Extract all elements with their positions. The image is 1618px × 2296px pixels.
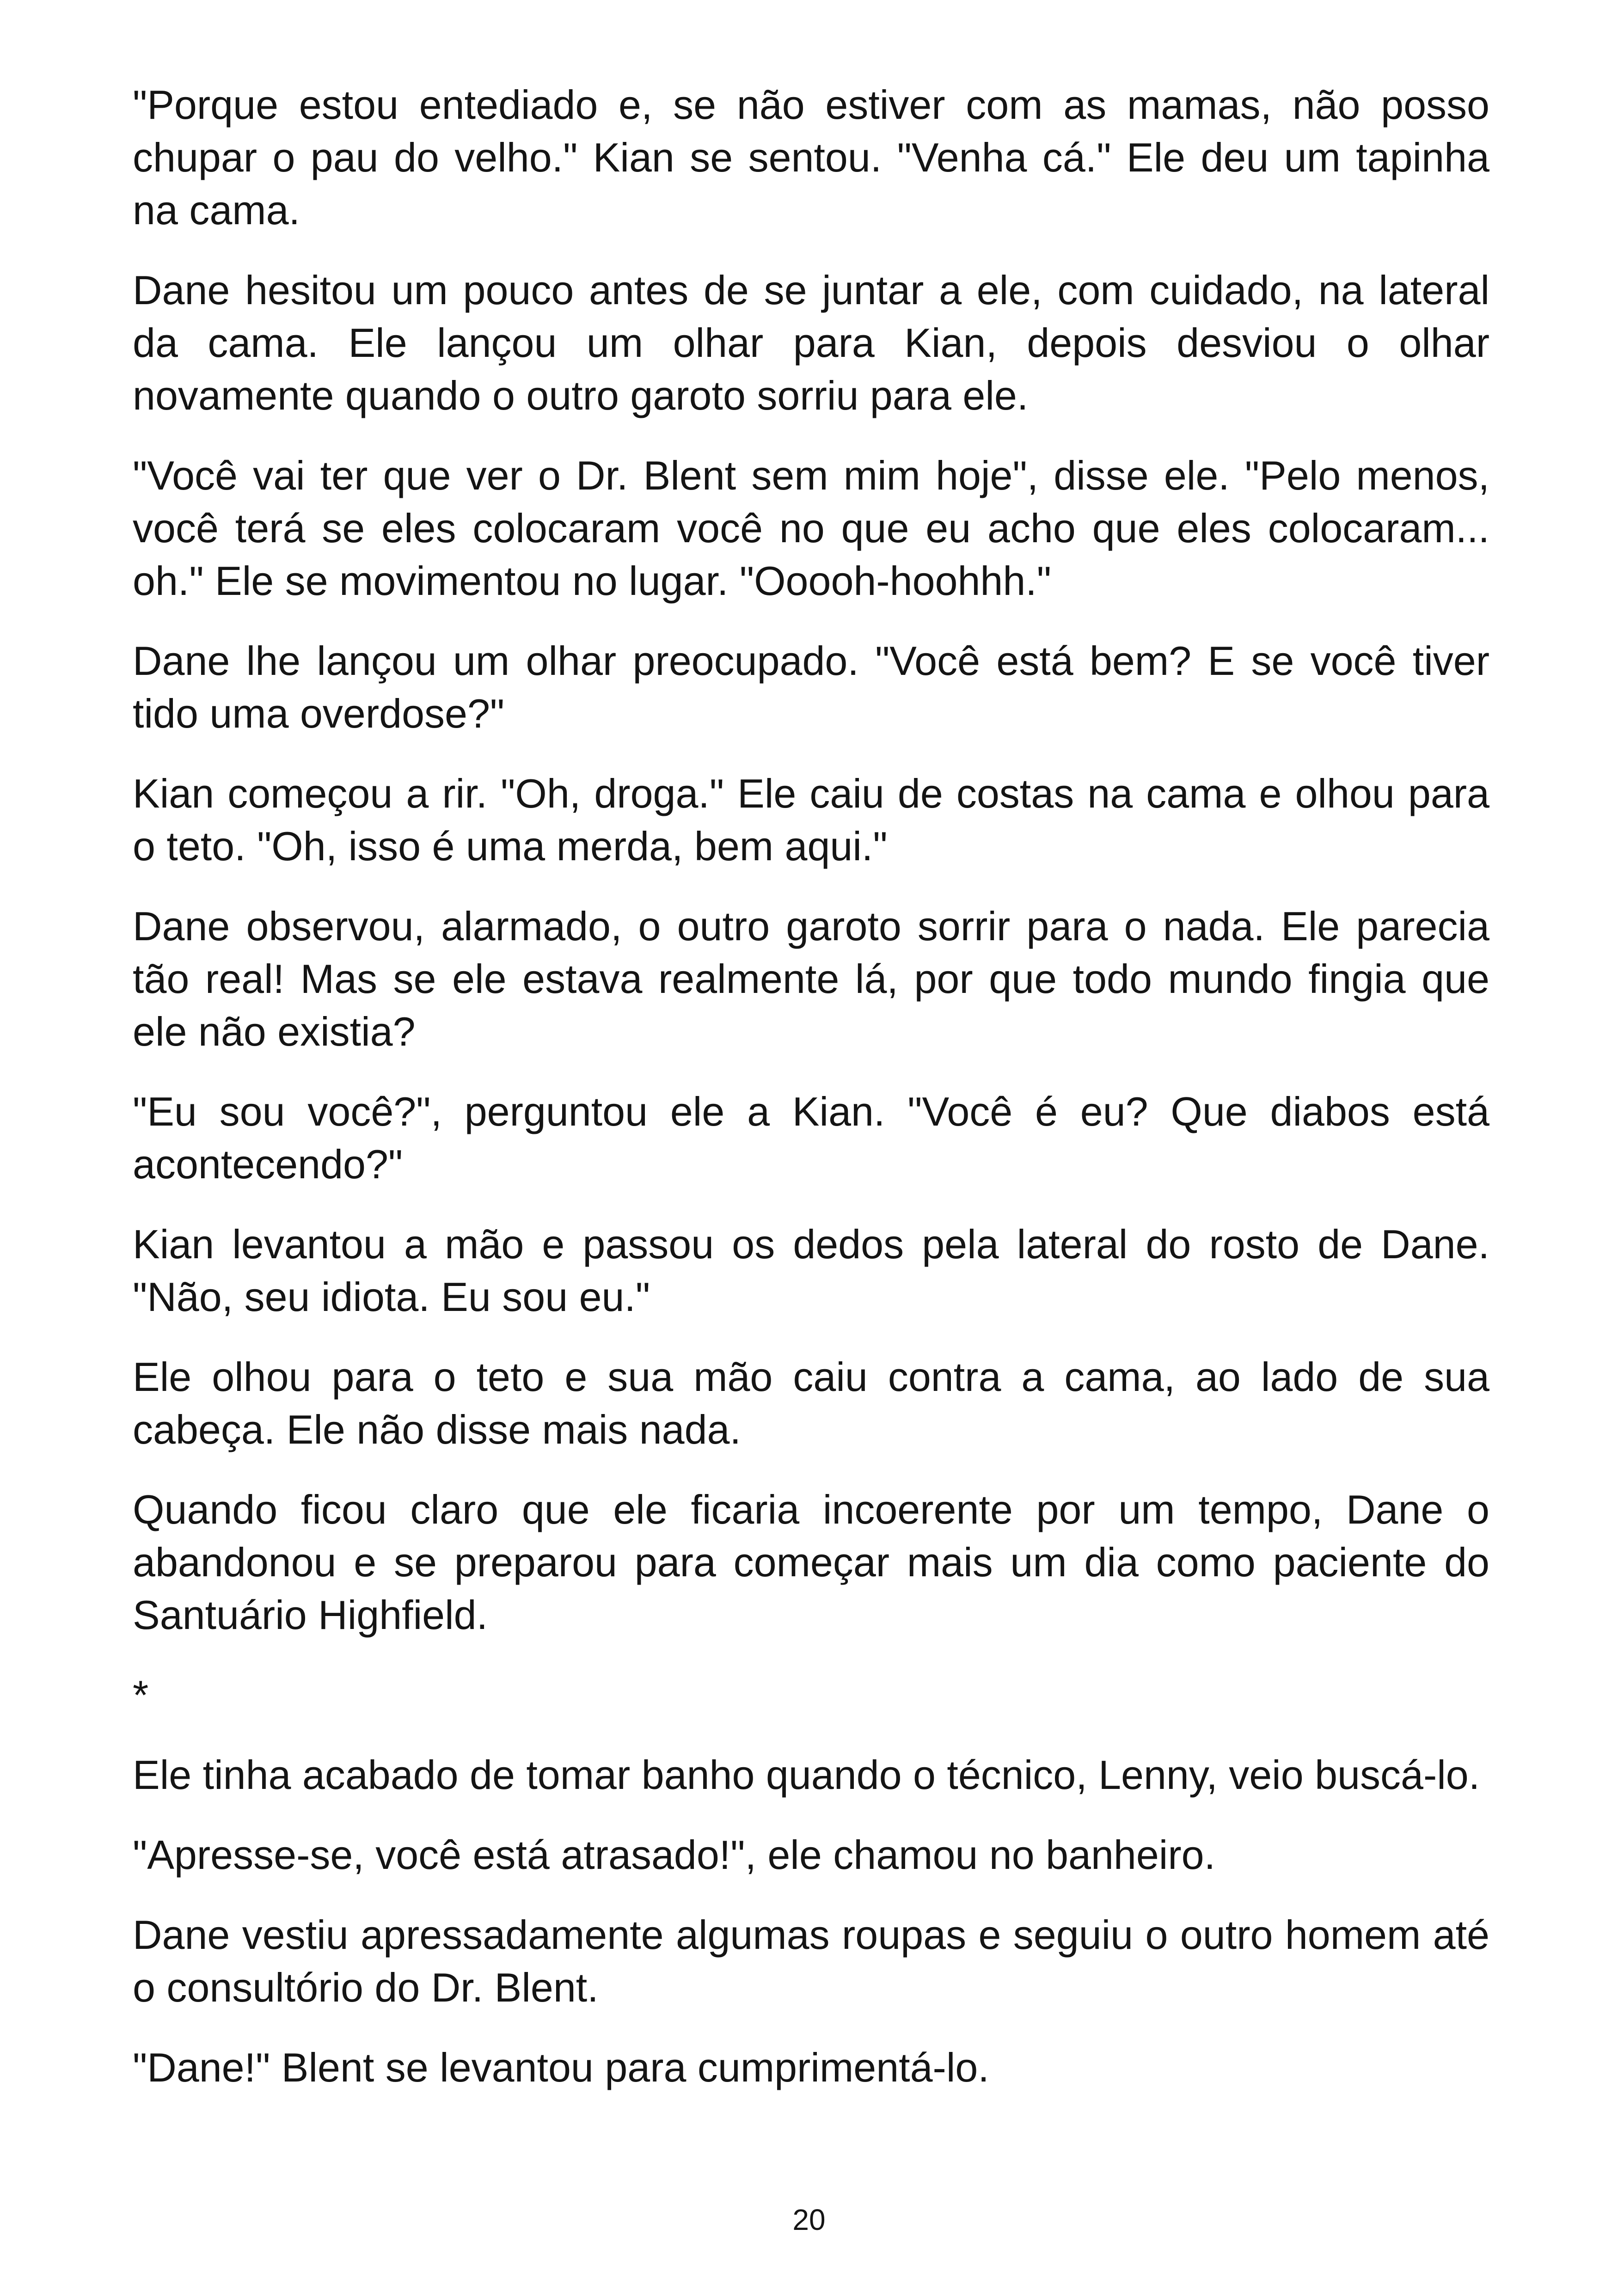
paragraph: "Apresse-se, você está atrasado!", ele chamou no banheiro. (133, 1832, 1216, 1878)
page-number: 20 (792, 2203, 826, 2236)
paragraph: Kian levantou a mão e passou os dedos pela lateral do rosto de Dane. "Não, seu idiota. Eu sou eu." (133, 1221, 1489, 1320)
paragraph: "Você vai ter que ver o Dr. Blent sem mim hoje", disse ele. "Pelo menos, você terá se eles colocaram você no que eu acho que eles colocaram... oh." Ele se movimentou no lugar. "Ooooh-hoohhh." (133, 453, 1489, 604)
paragraph: Kian começou a rir. "Oh, droga." Ele caiu de costas na cama e olhou para o teto. "Oh, isso é uma merda, bem aqui." (133, 771, 1489, 869)
paragraph: Dane observou, alarmado, o outro garoto sorrir para o nada. Ele parecia tão real! Mas se ele estava realmente lá, por que todo mundo fingia que ele não existia? (133, 903, 1489, 1054)
paragraph: "Porque estou entediado e, se não estiver com as mamas, não posso chupar o pau do velho." Kian se sentou. "Venha cá." Ele deu um tapinha na cama. (133, 82, 1489, 233)
paragraph: "Dane!" Blent se levantou para cumprimentá-lo. (133, 2045, 989, 2090)
paragraph: Quando ficou claro que ele ficaria incoerente por um tempo, Dane o abandonou e se preparou para começar mais um dia como paciente do Santuário Highfield. (133, 1487, 1489, 1638)
paragraph: "Eu sou você?", perguntou ele a Kian. "Você é eu? Que diabos está acontecendo?" (133, 1089, 1489, 1187)
section-separator: * (133, 1672, 149, 1718)
page-body (133, 79, 1489, 2121)
paragraph: Dane lhe lançou um olhar preocupado. "Você está bem? E se você tiver tido uma overdose?" (133, 638, 1489, 736)
paragraph: Ele tinha acabado de tomar banho quando o técnico, Lenny, veio buscá-lo. (133, 1752, 1480, 1798)
paragraph: Dane hesitou um pouco antes de se juntar a ele, com cuidado, na lateral da cama. Ele lançou um olhar para Kian, depois desviou o olhar novamente quando o outro garoto sorriu para ele. (133, 267, 1489, 418)
paragraph: Ele olhou para o teto e sua mão caiu contra a cama, ao lado de sua cabeça. Ele não disse mais nada. (133, 1354, 1489, 1452)
paragraph: Dane vestiu apressadamente algumas roupas e seguiu o outro homem até o consultório do Dr. Blent. (133, 1912, 1489, 2010)
